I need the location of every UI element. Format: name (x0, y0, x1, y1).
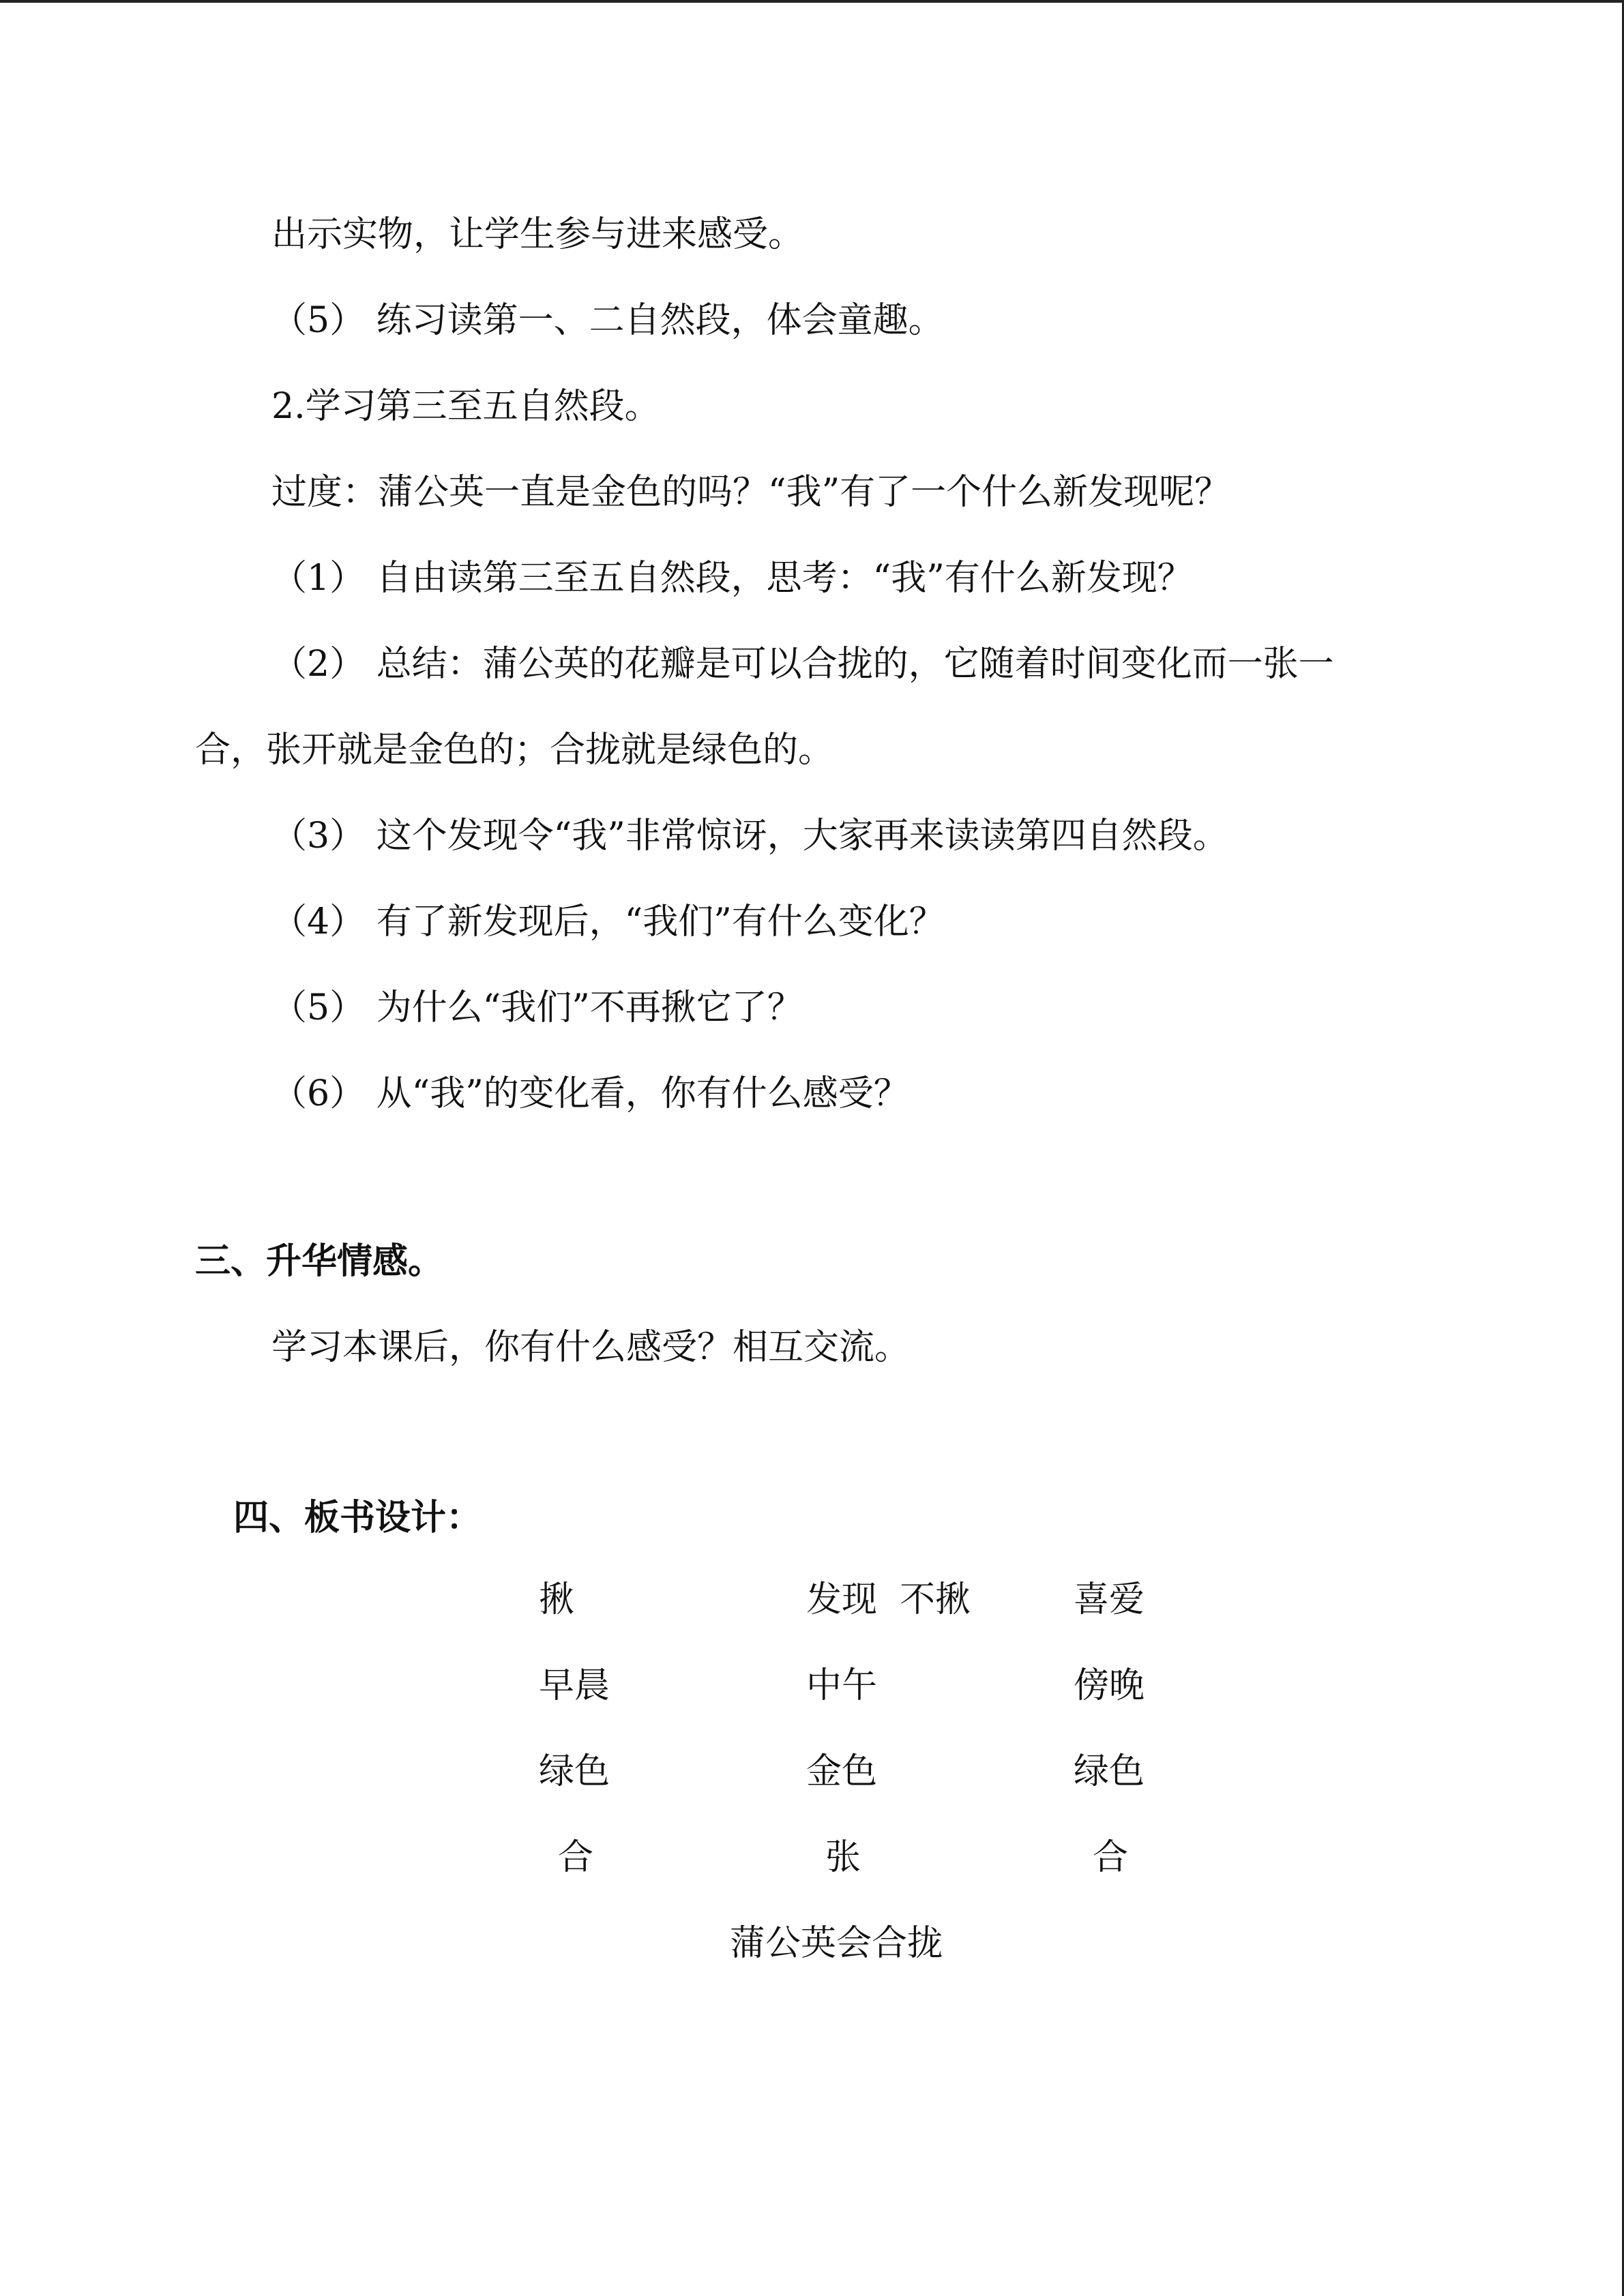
paragraph-show-object: 出示实物，让学生参与进来感受。 (271, 214, 804, 255)
paragraph-step-1-free-read: （1） 自由读第三至五自然段，思考：“我”有什么新发现？ (271, 558, 1193, 599)
board-r4-c3: 合 (1093, 1837, 1129, 1878)
paragraph-study-3-5: 2.学习第三至五自然段。 (271, 386, 660, 427)
board-r3-c1: 绿色 (539, 1751, 610, 1792)
board-r2-c3: 傍晚 (1074, 1665, 1145, 1706)
page-top-border (0, 0, 1624, 3)
board-r3-c3: 绿色 (1074, 1751, 1145, 1792)
board-r1-c3: 喜爱 (1074, 1579, 1145, 1620)
paragraph-step-4-change: （4） 有了新发现后，“我们”有什么变化？ (271, 901, 945, 942)
paragraph-step-3-surprise: （3） 这个发现令“我”非常惊讶，大家再来读读第四自然段。 (271, 816, 1228, 856)
paragraph-transition: 过度：蒲公英一直是金色的吗？“我”有了一个什么新发现呢？ (271, 472, 1230, 513)
paragraph-step-2-summary-cont: 合，张开就是金色的；合拢就是绿色的。 (195, 730, 834, 771)
board-r1-c2: 发现 不揪 (806, 1579, 971, 1620)
board-r4-c1: 合 (558, 1837, 594, 1878)
board-r2-c1: 早晨 (539, 1665, 610, 1706)
board-r1-c1: 揪 (539, 1579, 575, 1620)
section-3-body: 学习本课后，你有什么感受？相互交流。 (271, 1327, 911, 1368)
paragraph-step-2-summary: （2） 总结：蒲公英的花瓣是可以合拢的，它随着时间变化而一张一 (271, 644, 1334, 685)
paragraph-step-6-feeling: （6） 从“我”的变化看，你有什么感受？ (271, 1073, 909, 1114)
paragraph-step-5-why: （5） 为什么“我们”不再揪它了？ (271, 987, 803, 1028)
board-r4-c2: 张 (825, 1837, 861, 1878)
section-3-heading: 三、升华情感。 (195, 1241, 444, 1282)
section-4-heading: 四、板书设计： (233, 1497, 482, 1538)
paragraph-step-5-read: （5） 练习读第一、二自然段，体会童趣。 (271, 300, 944, 341)
board-r3-c2: 金色 (806, 1751, 878, 1792)
board-footer: 蒲公英会合拢 (730, 1923, 943, 1964)
board-r2-c2: 中午 (806, 1665, 878, 1706)
